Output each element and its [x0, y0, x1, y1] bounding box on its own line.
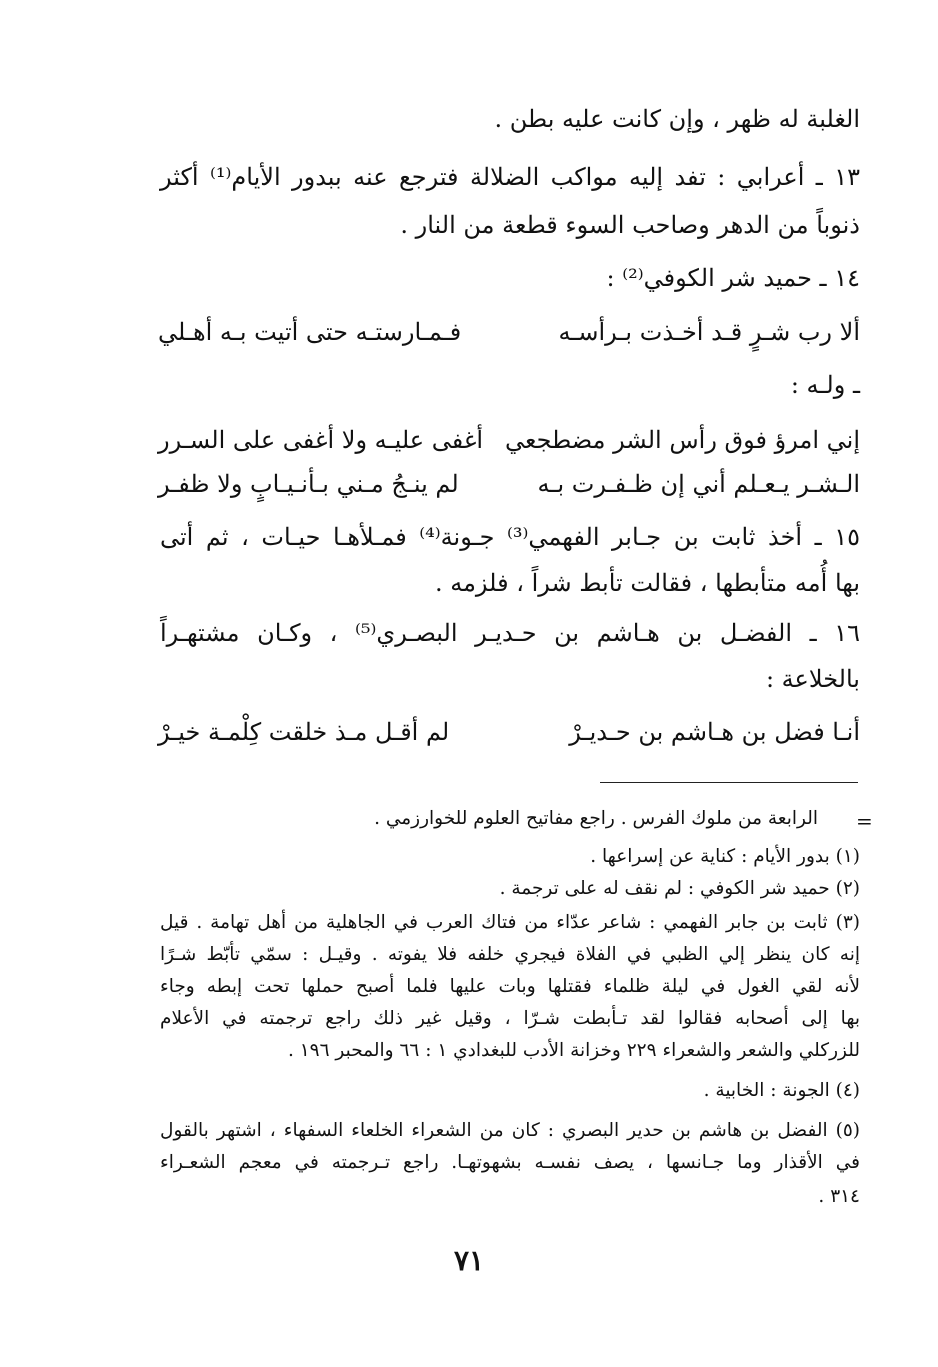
footnote-separator	[600, 782, 858, 783]
footnote-continuation: الرابعة من ملوك الفرس . راجع مفاتيح العلوم للخوارزمي .	[374, 808, 818, 829]
verse-4-first-hemistich: أنـا فضل بن هـاشم بن حـديـرْ	[569, 718, 860, 746]
entry-14-title: ١٤ ـ حميد شر الكوفي⁽²⁾ :	[606, 264, 860, 292]
footnote-3-line-5: للزركلي والشعر والشعراء ٢٢٩ وخزانة الأدب للبغدادي ١ : ٦٦ والمحبر ١٩٦ .	[287, 1040, 860, 1061]
entry-15-line-2: بها أُمه متأبطها ، فقالت تأبط شراً ، فلزمه .	[434, 569, 860, 597]
page-number: ٧١	[453, 1244, 485, 1277]
footnote-5-line-1: (٥) الفضل بن هاشم بن حدير البصري : كان من الشعراء الخلعاء السفهاء ، اشتهر بالقول	[160, 1120, 860, 1141]
verse-2-second-hemistich: أغفى عليـه ولا أغفى على السـرر	[158, 426, 484, 454]
verse-3	[158, 464, 860, 504]
footnote-continuation-marker: =	[856, 809, 873, 833]
entry-16-line-1: ١٦ ـ الفضـل بن هـاشم بن حـديـر البصـري⁽⁵⁾ ، وكـان مشتهـراً	[160, 619, 860, 647]
verse-2	[158, 420, 860, 460]
verse-4-second-hemistich: لم أقـل مـذ خلقت كِلْمـة خيـرْ	[158, 718, 450, 746]
footnote-3-line-2: إنه كان ينظر إلي الظبي في الفلاة فيجري خلفه فلا يفوته . وقيـل : سمّي تأبّط شـرًا	[160, 944, 860, 965]
footnote-4: (٤) الجونة : الخابية .	[703, 1080, 860, 1101]
entry-13-line-1: ١٣ ـ أعرابي : تفد إليه مواكب الضلالة فترجع عنه ببدور الأيام⁽¹⁾ أكثر	[160, 163, 860, 191]
verse-1-second-hemistich: فـمـارستـه حتى أتيت بـه أهـلي	[158, 318, 462, 346]
footnote-3-line-3: لأنه لقي الغول في ليلة ظلماء فقتلها وبات عليها فلما أصبح حملها تحت إبطه وجاء	[160, 976, 860, 997]
body-line-1: الغلبة له ظهر ، وإن كانت عليه بطن .	[494, 105, 860, 133]
verse-1	[158, 312, 860, 352]
footnote-1: (١) بدور الأيام : كناية عن إسراعها .	[590, 846, 860, 867]
entry-13-line-2: ذنوباً من الدهر وصاحب السوء قطعة من النار .	[400, 211, 860, 239]
entry-16-line-2: بالخلاعة :	[765, 665, 860, 693]
footnote-5-line-3: ٣١٤ .	[818, 1186, 860, 1207]
verse-1-first-hemistich: ألا رب شـرٍ قـد أخـذت بـرأسـه	[558, 318, 860, 346]
verse-3-first-hemistich: الـشـر يـعـلم أني إن ظـفـرت بـه	[537, 470, 860, 498]
footnote-3-line-1: (٣) ثابت بن جابر الفهمي : شاعر عدّاء من فتاك العرب في الجاهلية من أهل تهامة . قيل	[160, 912, 860, 933]
walahu-line: ـ ولـه :	[790, 371, 860, 399]
verse-3-second-hemistich: لم ينـجُ مـني بـأنـيـابٍ ولا ظفـر	[158, 470, 459, 498]
entry-15-line-1: ١٥ ـ أخذ ثابت بن جـابر الفهمي⁽³⁾ جـونة⁽⁴⁾ فمـلأهـا حيـات ، ثم أتى	[160, 523, 860, 551]
footnote-5-line-2: في الأقذار وما جـانسها ، يصف نفسـه بشهوتهـا. راجع تـرجمته في معجم الشعـراء	[160, 1152, 860, 1173]
verse-2-first-hemistich: إني امرؤ فوق رأس الشر مضطجعي	[505, 426, 860, 454]
footnote-2: (٢) حميد شر الكوفي : لم نقف له على ترجمة .	[499, 878, 860, 899]
footnote-3-line-4: بها إلى أصحابه فقالوا لقد تـأبطت شـرّا ، وقيل غير ذلك راجع ترجمته في الأعلام	[160, 1008, 860, 1029]
verse-4	[158, 712, 860, 752]
